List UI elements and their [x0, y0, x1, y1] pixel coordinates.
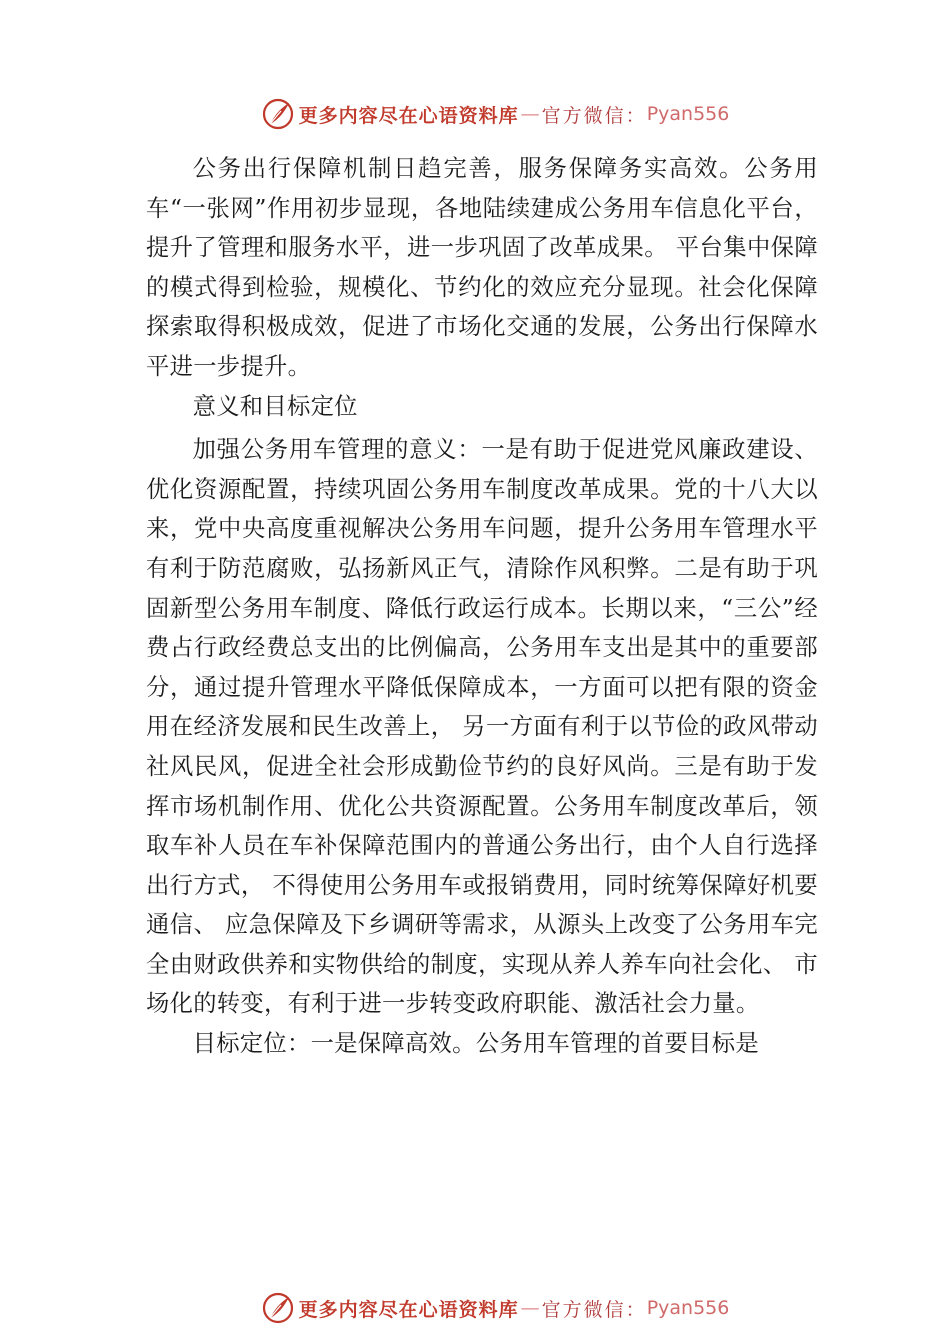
banner-separator: — [520, 1297, 540, 1319]
paragraph: 目标定位：一是保障高效。公务用车管理的首要目标是 [192, 1030, 759, 1058]
banner-brand: 更多内容尽在心语资料库 [298, 104, 519, 127]
document-body [146, 149, 818, 1064]
footer-banner [0, 1290, 950, 1326]
banner-wechat-id: Pyan556 [646, 1297, 730, 1319]
paragraph: 加强公务用车管理的意义：一是有助于促进党风廉政建设、优化资源配置，持续巩固公务用车制度改革成果。党的十八大以来，党中央高度重视解决公务用车问题，提升公务用车管理水平有利于防范腐败，弘扬新风正气，清除作风积弊。二是有助于巩固新型公务用车制度、降低行政运行成本。长期以来，“三公”经费占行政经费总支出的比例偏高，公务用车支出是其中的重要部分，通过提升管理水平降低保障成本，一方面可以把有限的资金用在经济发展和民生改善上， 另一方面有利于以节俭的政风带动社风民风，促进全社会形成勤俭节约的良好风尚。三是有助于发挥市场机制作用、优化公共资源配置。公务用车制度改革后，领取车补人员在车补保障范围内的普通公务出行，由个人自行选择出行方式， 不得使用公务用车或报销费用，同时统筹保障好机要通信、 应急保障及下乡调研等需求，从源头上改变了公务用车完全由财政供养和实物供给的制度，实现从养人养车向社会化、 市场化的转变，有利于进一步转变政府职能、激活社会力量。 [146, 436, 818, 1018]
paragraph: 公务出行保障机制日趋完善，服务保障务实高效。公务用车“一张网”作用初步显现，各地陆续建成公务用车信息化平台，提升了管理和服务水平，进一步巩固了改革成果。 平台集中保障的模式得到检验，规模化、节约化的效应充分显现。社会化保障探索取得积极成效，促进了市场化交通的发展，公务出行保障水平进一步提升。 [146, 155, 818, 380]
banner-wechat-label: 官方微信： [541, 1298, 647, 1321]
banner-wechat-label: 官方微信： [541, 104, 647, 127]
banner-separator: — [520, 103, 540, 125]
section-heading: 意义和目标定位 [192, 392, 358, 420]
header-banner [0, 96, 950, 132]
banner-wechat-id: Pyan556 [646, 103, 730, 125]
quill-feather-icon [261, 1291, 295, 1325]
quill-feather-icon [261, 97, 295, 131]
banner-brand: 更多内容尽在心语资料库 [298, 1298, 519, 1321]
